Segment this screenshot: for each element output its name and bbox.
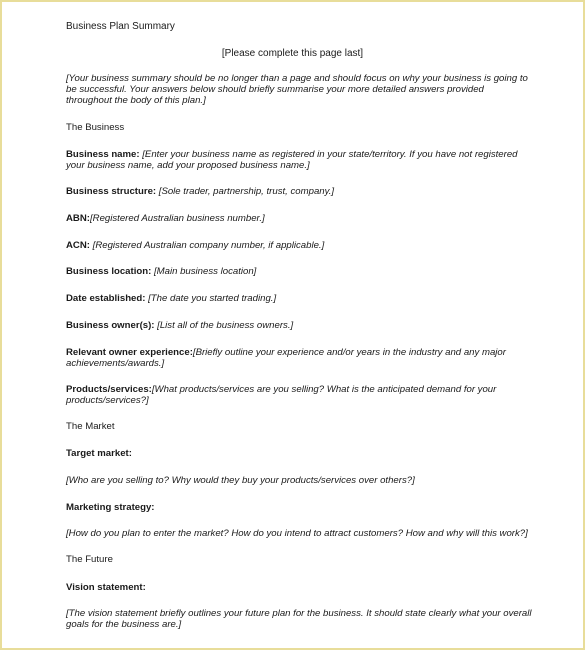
field-label: ABN:	[66, 213, 90, 224]
field-abn	[66, 213, 536, 225]
field-label-marketing-strategy: Marketing strategy:	[66, 502, 155, 513]
field-text-vision-line-1: [The vision statement briefly outlines your future plan for the business. It should state clearly what your overall	[66, 608, 532, 619]
field-label: Business location:	[66, 266, 152, 277]
intro-line-1: [Your business summary should be no longer than a page and should focus on why your business is going to	[66, 73, 528, 84]
field-text: [List all of the business owners.]	[154, 320, 294, 331]
field-label: Business name:	[66, 149, 140, 160]
field-text-marketing-strategy: [How do you plan to enter the market? How do you intend to attract customers? How and why will this work?]	[66, 528, 528, 539]
field-text: [Registered Australian company number, if applicable.]	[89, 240, 325, 251]
field-label-target-market: Target market:	[66, 448, 132, 459]
instruction-note: [Please complete this page last]	[221, 48, 364, 59]
field-label: Business structure:	[66, 186, 157, 197]
field-label: Relevant owner experience:	[66, 347, 193, 358]
field-label: Date established:	[66, 293, 146, 304]
intro-line-2: be successful. Your answers below should briefly summarise your more detailed answers provided	[66, 84, 484, 95]
field-business-structure	[66, 186, 536, 198]
section-heading-business: The Business	[66, 122, 125, 133]
field-products-services	[66, 384, 536, 396]
field-label-vision-statement: Vision statement:	[66, 582, 146, 593]
field-products-services-line-2: products/services?]	[66, 395, 149, 406]
field-text: [Main business location]	[151, 266, 257, 277]
intro-line-3: throughout the body of this plan.]	[66, 95, 206, 106]
field-label: Products/services:	[66, 384, 152, 395]
field-text: [Briefly outline your experience and/or years in the industry and any major	[192, 347, 506, 358]
field-text: [Sole trader, partnership, trust, company.]	[156, 186, 335, 197]
field-business-name-line-2: your business name, add your proposed business name.]	[66, 160, 310, 171]
field-date-established	[66, 293, 536, 305]
field-label: Business owner(s):	[66, 320, 155, 331]
field-text: [Registered Australian business number.]	[89, 213, 265, 224]
field-acn	[66, 240, 536, 252]
field-text: [Enter your business name as registered in your state/territory. If you have not registered	[139, 149, 518, 160]
field-business-owners	[66, 320, 536, 332]
section-heading-market: The Market	[66, 421, 115, 432]
field-text-vision-line-2: goals for the business are.]	[66, 619, 182, 630]
field-owner-experience	[66, 347, 536, 359]
field-text: [The date you started trading.]	[145, 293, 277, 304]
section-heading-future: The Future	[66, 554, 113, 565]
field-business-location	[66, 266, 536, 278]
field-business-name	[66, 149, 536, 161]
field-owner-experience-line-2: achievements/awards.]	[66, 358, 165, 369]
field-label: ACN:	[66, 240, 90, 251]
field-text-target-market: [Who are you selling to? Why would they buy your products/services over others?]	[66, 475, 415, 486]
field-text: [What products/services are you selling? What is the anticipated demand for your	[151, 384, 497, 395]
document-title: Business Plan Summary	[66, 21, 175, 32]
